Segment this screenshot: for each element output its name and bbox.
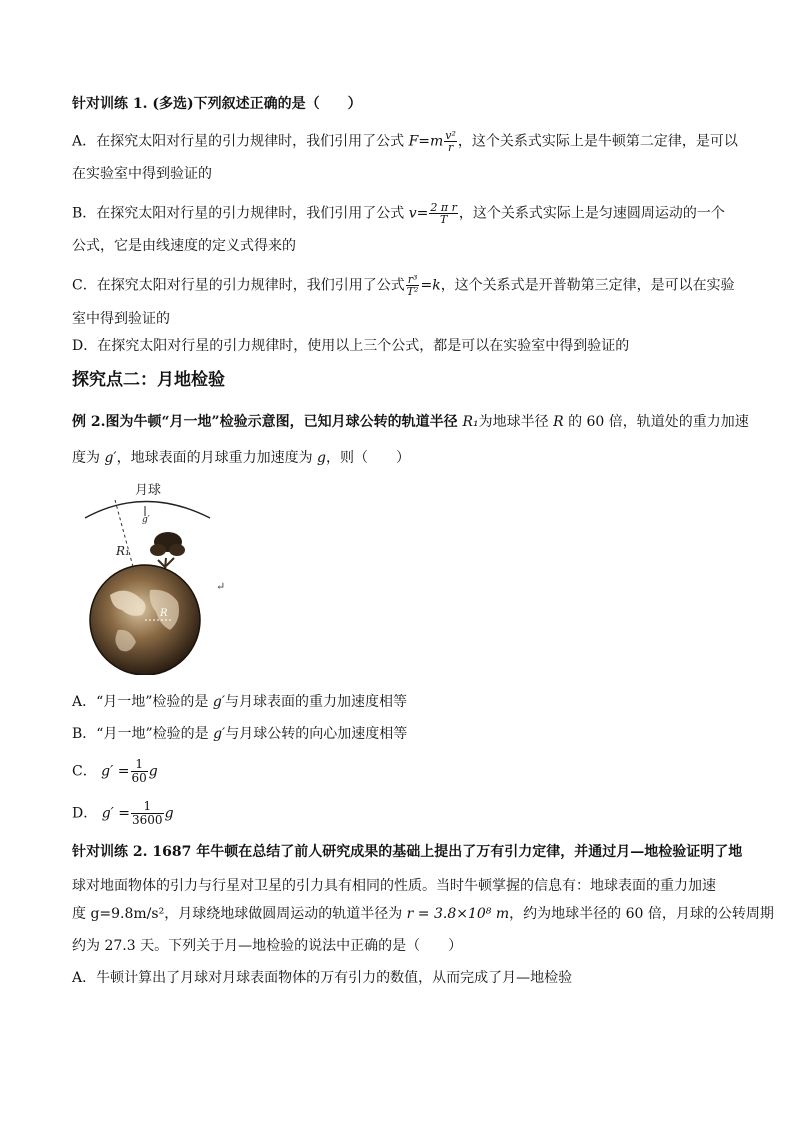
- gprime-label: g′: [142, 515, 150, 525]
- ex2-option-d: D． g′ = $\frac{1}{3600}$ g: [72, 799, 174, 827]
- q2-line4: 约为 27.3 天。下列关于月—地检验的说法中正确的是（ ）: [72, 938, 463, 954]
- r1-label: R₁: [116, 544, 130, 558]
- example2-line2: 度为 g′，地球表面的月球重力加速度为 g，则（ ）: [72, 450, 411, 466]
- q2-option-a: A．牛顿计算出了月球对月球表面物体的万有引力的数值，从而完成了月—地检验: [72, 970, 573, 986]
- q1-a-fraction: $\frac{\text{v²}}{r}$: [445, 129, 456, 154]
- q2-line2: 球对地面物体的引力与行星对卫星的引力具有相同的性质。当时牛顿掌握的信息有：地球表面的重力加速: [72, 878, 716, 894]
- earth-moon-diagram: [80, 480, 230, 675]
- q1-option-b-line2: 公式，它是由线速度的定义式得来的: [72, 238, 296, 254]
- return-mark: ↵: [216, 580, 226, 593]
- moon-label: 月球: [135, 483, 162, 498]
- earth-moon-figure: [80, 480, 230, 675]
- ex2-option-a: A．“月一地”检验的是 g′与月球表面的重力加速度相等: [72, 694, 408, 710]
- q2-line3: 度 g=9.8m/s²，月球绕地球做圆周运动的轨道半径为 r = 3.8×10⁸ m，约为地球半径的 60 倍，月球的公转周期: [72, 906, 774, 922]
- q1-option-a: A．在探究太阳对行星的引力规律时，我们引用了公式 F=m $\frac{\text{v²}}{r}$ ，这个关系式实际上是牛顿第二定律，是可以: [72, 129, 738, 154]
- r-label: R: [160, 608, 168, 619]
- ex2-d-fraction: $\frac{1}{3600}$: [132, 799, 163, 827]
- q2-line1: 针对训练 2. 1687 年牛顿在总结了前人研究成果的基础上提出了万有引力定律，并通过月—地检验证明了地: [72, 844, 743, 860]
- q1-option-b: B．在探究太阳对行星的引力规律时，我们引用了公式 v= $\frac{\text{2 π r}}{T}$ ，这个关系式实际上是匀速圆周运动的一个: [72, 201, 725, 226]
- section-heading: 探究点二：月地检验: [72, 370, 225, 390]
- q1-option-d: D．在探究太阳对行星的引力规律时，使用以上三个公式，都是可以在实验室中得到验证的: [72, 338, 630, 354]
- q1-b-fraction: $\frac{\text{2 π r}}{T}$: [430, 201, 457, 226]
- q1-option-c-line2: 室中得到验证的: [72, 311, 170, 327]
- ex2-c-fraction: $\frac{1}{60}$: [131, 757, 147, 785]
- q1-option-c: C．在探究太阳对行星的引力规律时，我们引用了公式 $\frac{\text{r³}}{\text{T²}}$ =k，这个关系式是开普勒第三定律，是可以在实验: [72, 273, 735, 298]
- example2-line1: 例 2.图为牛顿“月一地”检验示意图，已知月球公转的轨道半径 R₁为地球半径 R 的 60 倍，轨道处的重力加速: [72, 414, 749, 430]
- ex2-option-c: C． g′ = $\frac{1}{60}$ g: [72, 757, 158, 785]
- q1-title: 针对训练 1. (多选)下列叙述正确的是（ ）: [72, 96, 362, 112]
- q1-option-a-line2: 在实验室中得到验证的: [72, 166, 212, 182]
- q1-c-fraction: $\frac{\text{r³}}{\text{T²}}$: [406, 273, 419, 298]
- ex2-option-b: B．“月一地”检验的是 g′与月球公转的向心加速度相等: [72, 726, 408, 742]
